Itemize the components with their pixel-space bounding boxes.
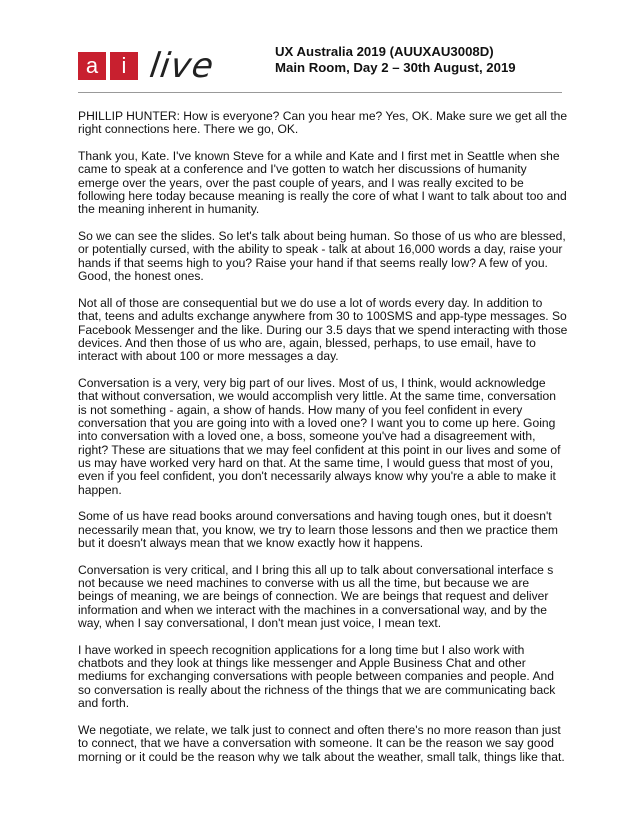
paragraph: Thank you, Kate. I've known Steve for a while and Kate and I first met in Seattle when she came to speak at a conference and I've gotten to watch her discussions of humanity emerge over the years, over the past couple of years, and I was really excited to be following here today because meaning is really the core of what I want to talk about too and the meaning inherent in humanity. (78, 149, 567, 217)
paragraph: So we can see the slides. So let's talk about being human. So those of us who are blessed, or potentially cursed, with the ability to speak - talk at about 16,000 words a day, raise your hands if that seems high to you? Raise your hand if that seems really low? A few of you. Good, the honest ones. (78, 229, 566, 284)
paragraph: Conversation is a very, very big part of our lives. Most of us, I think, would acknowledge that without conversation, we would accomplish very little. At the same time, conversation is not something - again, a show of hands. How many of you feel confident in every conversation that you are going into with a loved one? I want you to come up here. Going into conversation with a loved one, a boss, someone you've had a disagreement with, right? These are situations that we may feel confident at this point in our lives and some of us may have worked very hard on that. At the same time, I would guess that most of you, even if you feel confident, you don't necessarily always know why you're a able to make it happen. (78, 375, 561, 497)
logo-letter-a: a (78, 52, 106, 80)
event-title: UX Australia 2019 (AUUXAU3008D) (275, 44, 494, 59)
session-info: Main Room, Day 2 – 30th August, 2019 (275, 60, 516, 75)
document-header (275, 44, 516, 76)
ai-live-logo (78, 46, 217, 86)
logo-word-live: live (147, 46, 217, 86)
header-divider (78, 92, 562, 93)
paragraph: I have worked in speech recognition applications for a long time but I also work with chatbots and they look at things like messenger and Apple Business Chat and other mediums for exchanging conversations with people between companies and people. And so conversation is really about the richness of the things that we are communicating back and forth. (78, 642, 556, 711)
paragraph: Some of us have read books around conversations and having tough ones, but it doesn't necessarily mean that, you know, we try to learn those lessons and then we practice them but it doesn't always mean that we know exactly how it happens. (78, 509, 558, 550)
paragraph: We negotiate, we relate, we talk just to connect and often there's no more reason than just to connect, that we have a conversation with someone. It can be the reason we say good morning or it could be the reason why we talk about the weather, small talk, things like that. (78, 722, 565, 764)
transcript-body (78, 110, 568, 777)
paragraph: PHILLIP HUNTER: How is everyone? Can you hear me? Yes, OK. Make sure we get all the right connections here. There we go, OK. (78, 109, 568, 137)
logo-letter-i: i (110, 52, 138, 80)
paragraph: Not all of those are consequential but we do use a lot of words every day. In addition to that, teens and adults exchange anywhere from 30 to 100SMS and app-type messages. So Facebook Messenger and the like. During our 3.5 days that we spend interacting with those devices. And then those of us who are, again, blessed, perhaps, to use email, have to interact with about 100 or more messages a day. (78, 295, 568, 364)
paragraph: Conversation is very critical, and I bring this all up to talk about conversational interface s not because we need machines to converse with us all the time, but because we are beings of meaning, we are beings of connection. We are beings that request and deliver information and when we interact with the machines in a conversational way, and by the way, when I say conversational, I don't mean just voice, I mean text. (78, 562, 554, 631)
